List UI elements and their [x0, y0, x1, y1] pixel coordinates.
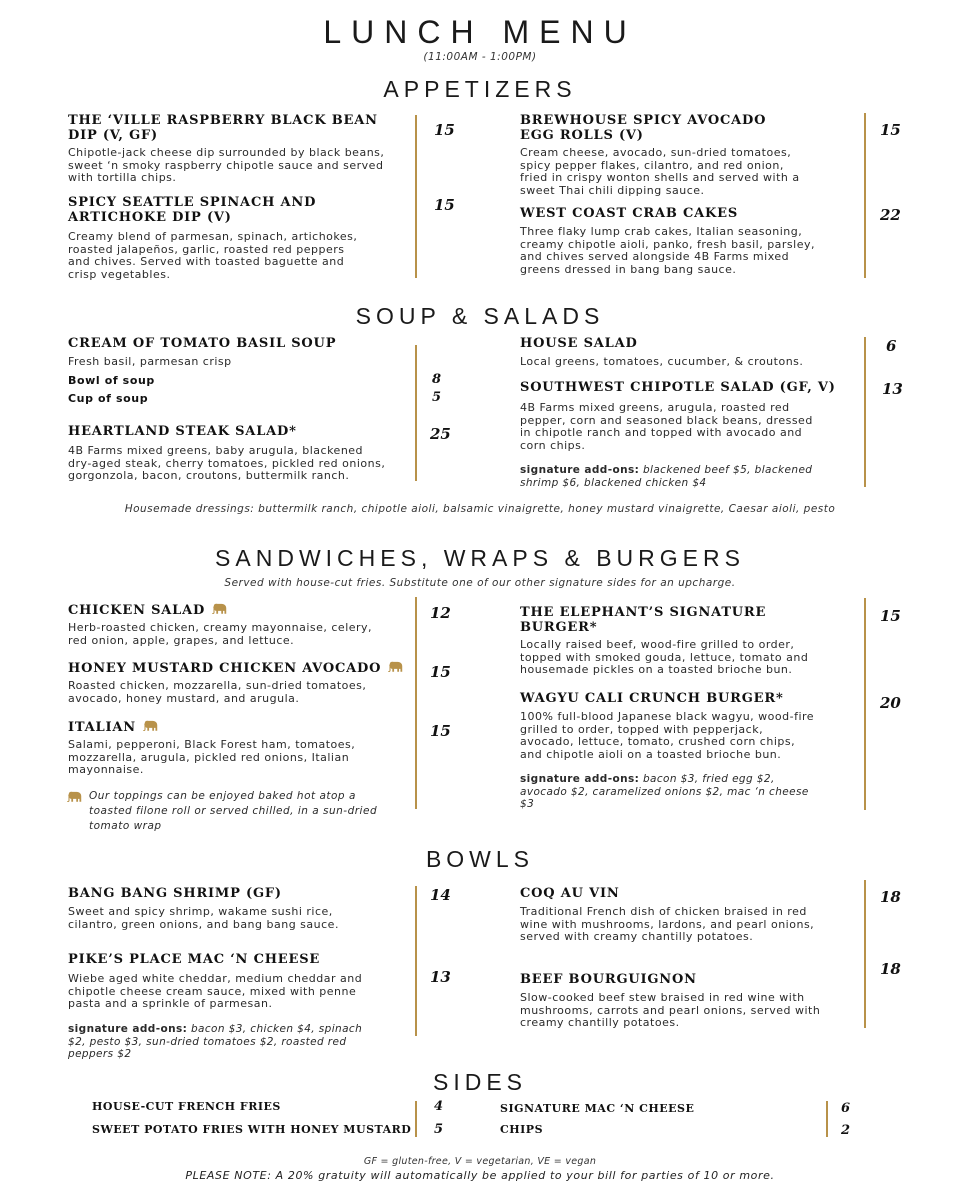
item-desc: Chipotle-jack cheese dip surrounded by black beans, — [68, 146, 385, 159]
item-price: 15 — [434, 196, 455, 214]
item-price: 6 — [886, 337, 897, 355]
item-desc: Wiebe aged white cheddar, medium cheddar and — [68, 972, 363, 985]
item-name: ITALIAN — [68, 720, 136, 735]
item-desc: Fresh basil, parmesan crisp — [68, 355, 232, 368]
addon-label: signature add-ons: — [520, 773, 640, 785]
elephant-icon — [66, 791, 83, 804]
item-desc: Salami, pepperoni, Black Forest ham, tomatoes, — [68, 738, 356, 751]
item-desc: Local greens, tomatoes, cucumber, & croutons. — [520, 355, 804, 368]
section-title-sides: SIDES — [432, 1069, 528, 1095]
item-desc: mozzarella, arugula, pickled red onions, Italian — [68, 750, 350, 764]
gold-divider — [415, 1101, 417, 1137]
item-name: CHICKEN SALAD — [68, 603, 206, 618]
gold-divider — [415, 345, 417, 481]
gold-divider — [415, 597, 417, 809]
elephant-icon — [142, 720, 159, 733]
item-desc: 4B Farms mixed greens, baby arugula, blackened — [68, 444, 364, 457]
item-desc: grilled to order, topped with pepperjack, — [520, 722, 764, 736]
side-item-name: SIGNATURE MAC ‘N CHEESE — [500, 1102, 695, 1115]
note-line: toasted filone roll or served chilled, in a sun-dried — [89, 805, 378, 817]
item-desc: pepper, corn and seasoned black beans, dressed — [520, 413, 813, 427]
item-desc: Cream cheese, avocado, sun-dried tomatoes, — [520, 146, 792, 159]
bowl-addons — [68, 1023, 413, 1061]
item-name: THE ELEPHANT’S SIGNATURE BURGER* — [520, 605, 767, 635]
item-price: 15 — [430, 722, 451, 740]
menu-item-spinach-dip — [68, 195, 408, 281]
item-desc: mayonnaise. — [68, 763, 144, 776]
item-desc: creamy chantilly potatoes. — [520, 1016, 680, 1029]
item-desc: Locally raised beef, wood-fire grilled to order, — [520, 638, 795, 651]
dressings-note: Housemade dressings: buttermilk ranch, chipotle aioli, balsamic vinaigrette, honey mustard vinaigrette, Caesar aioli, pesto — [124, 503, 836, 515]
item-name: WEST COAST CRAB CAKES — [520, 206, 739, 221]
note-line: Our toppings can be enjoyed baked hot atop a — [89, 790, 356, 802]
side-item-price: 2 — [841, 1123, 851, 1138]
menu-item-coq-au-vin — [520, 886, 860, 944]
item-name: SPICY SEATTLE SPINACH AND — [68, 195, 317, 210]
item-price: 12 — [430, 604, 451, 622]
gold-divider — [864, 113, 866, 278]
item-desc: avocado, honey mustard, and arugula. — [68, 691, 300, 705]
addon-text: shrimp $6, blackened chicken $4 — [520, 476, 707, 489]
side-item-price: 5 — [434, 1122, 444, 1137]
gold-divider — [864, 337, 866, 487]
section-title-appetizers: APPETIZERS — [383, 76, 577, 102]
addon-text: bacon $3, fried egg $2, — [642, 773, 775, 785]
addon-text: $2, pesto $3, sun-dried tomatoes $2, roasted red — [68, 1035, 347, 1048]
item-desc: chipotle cheese cream sauce, mixed with penne — [68, 984, 357, 998]
side-item-name: HOUSE-CUT FRENCH FRIES — [92, 1100, 281, 1113]
gold-divider — [415, 115, 417, 278]
item-desc: Roasted chicken, mozzarella, sun-dried tomatoes, — [68, 679, 367, 692]
item-desc: sweet ‘n smoky raspberry chipotle sauce and served — [68, 158, 384, 172]
menu-item-egg-rolls — [520, 113, 860, 197]
item-desc: red onion, apple, grapes, and lettuce. — [68, 633, 295, 647]
item-price: 18 — [880, 888, 901, 906]
item-desc: sweet Thai chili dipping sauce. — [520, 183, 705, 197]
item-desc: housemade pickles on a toasted brioche bun. — [520, 663, 793, 676]
item-name: CREAM OF TOMATO BASIL SOUP — [68, 336, 337, 351]
menu-item-steak-salad — [68, 424, 413, 483]
page-title: LUNCH MENU — [323, 14, 637, 50]
bowl-of-soup-label: Bowl of soup — [68, 374, 155, 387]
item-desc: dry-aged steak, cherry tomatoes, pickled red onions, — [68, 456, 386, 470]
addon-text: avocado $2, caramelized onions $2, mac ‘n cheese — [520, 785, 809, 798]
item-name: COQ AU VIN — [520, 886, 620, 901]
item-name: HEARTLAND STEAK SALAD* — [68, 424, 297, 439]
item-price: 25 — [430, 425, 451, 443]
bowl-of-soup-price: 8 — [432, 372, 442, 387]
item-desc: topped with smoked gouda, lettuce, tomato and — [520, 650, 809, 664]
item-desc: creamy chipotle aioli, panko, fresh basil, parsley, — [520, 237, 815, 251]
salad-addons — [520, 464, 865, 489]
item-price: 15 — [880, 121, 901, 139]
item-name: HONEY MUSTARD CHICKEN AVOCADO — [68, 661, 382, 676]
item-desc: served with creamy chantilly potatoes. — [520, 930, 754, 943]
menu-item-honey-mustard-chicken — [68, 661, 413, 705]
cup-of-soup-price: 5 — [432, 390, 442, 405]
item-desc: spicy pepper flakes, cilantro, and red onion, — [520, 158, 784, 172]
addon-text: bacon $3, chicken $4, spinach — [190, 1023, 363, 1035]
side-item-name: SWEET POTATO FRIES WITH HONEY MUSTARD — [92, 1123, 412, 1136]
item-name: BANG BANG SHRIMP (GF) — [68, 886, 282, 901]
item-desc: gorgonzola, bacon, croutons, buttermilk ranch. — [68, 469, 350, 482]
item-name: BREWHOUSE SPICY AVOCADO — [520, 113, 767, 128]
item-name: EGG ROLLS (V) — [520, 128, 644, 143]
item-desc: Creamy blend of parmesan, spinach, artichokes, — [68, 230, 358, 243]
item-desc: wine with mushrooms, lardons, and pearl onions, — [520, 917, 815, 931]
section-title-bowls: BOWLS — [425, 846, 535, 872]
gold-divider — [864, 598, 866, 810]
item-price: 13 — [430, 968, 451, 986]
menu-item-southwest-salad — [520, 380, 865, 452]
item-desc: avocado, lettuce, tomato, crushed corn chips, — [520, 735, 796, 748]
addon-text: blackened beef $5, blackened — [642, 464, 813, 476]
section-title-soup-salads: SOUP & SALADS — [355, 303, 605, 329]
item-name: DIP (V, GF) — [68, 128, 158, 143]
item-name: PIKE’S PLACE MAC ‘N CHEESE — [68, 952, 321, 967]
item-desc: Three flaky lump crab cakes, Italian seasoning, — [520, 225, 803, 238]
menu-item-mac-n-cheese — [68, 952, 413, 1011]
side-item-price: 6 — [841, 1101, 851, 1116]
menu-item-crab-cakes — [520, 206, 860, 276]
diet-legend: GF = gluten-free, V = vegetarian, VE = vegan — [363, 1156, 597, 1167]
item-desc: in chipotle ranch and topped with avocado and — [520, 426, 803, 439]
item-desc: fried in crispy wonton shells and served with a — [520, 171, 800, 184]
item-name: THE ‘VILLE RASPBERRY BLACK BEAN — [68, 113, 378, 128]
gold-divider — [415, 886, 417, 1036]
menu-item-italian — [68, 720, 413, 777]
item-desc: and chives. Served with toasted baguette and — [68, 255, 345, 268]
item-desc: Slow-cooked beef stew braised in red wine with — [520, 991, 805, 1004]
note-line: tomato wrap — [89, 820, 162, 832]
gold-divider — [864, 880, 866, 1028]
item-price: 14 — [430, 886, 451, 904]
item-desc: crisp vegetables. — [68, 267, 171, 281]
item-price: 22 — [880, 206, 901, 224]
item-desc: greens dressed in bang bang sauce. — [520, 262, 737, 276]
item-name: WAGYU CALI CRUNCH BURGER* — [520, 691, 784, 706]
addon-text: peppers $2 — [68, 1048, 132, 1060]
menu-item-signature-burger — [520, 605, 825, 677]
addon-label: signature add-ons: — [68, 1023, 188, 1035]
menu-hours: (11:00AM - 1:00PM) — [423, 51, 537, 63]
item-desc: 100% full-blood Japanese black wagyu, wood-fire — [520, 710, 815, 723]
item-name: SOUTHWEST CHIPOTLE SALAD (GF, V) — [520, 380, 836, 395]
item-price: 15 — [880, 607, 901, 625]
item-desc: cilantro, green onions, and bang bang sauce. — [68, 917, 339, 931]
menu-item-bang-bang-shrimp — [68, 886, 413, 931]
item-desc: and chives served alongside 4B Farms mixed — [520, 250, 790, 263]
item-desc: pasta and a sprinkle of parmesan. — [68, 997, 273, 1010]
item-price: 13 — [882, 380, 903, 398]
sandwiches-subtitle: Served with house-cut fries. Substitute one of our other signature sides for an upcharge. — [224, 577, 736, 589]
menu-item-tomato-soup — [68, 336, 408, 369]
item-desc: Traditional French dish of chicken braised in red — [520, 905, 807, 918]
item-price: 20 — [880, 694, 901, 712]
item-desc: Sweet and spicy shrimp, wakame sushi rice, — [68, 905, 333, 918]
item-price: 15 — [434, 121, 455, 139]
item-name: HOUSE SALAD — [520, 336, 638, 351]
elephant-icon — [211, 603, 228, 616]
item-desc: with tortilla chips. — [68, 171, 177, 184]
gratuity-note: PLEASE NOTE: A 20% gratuity will automatically be applied to your bill for parties of 10 or more. — [185, 1169, 775, 1182]
side-item-price: 4 — [434, 1099, 444, 1114]
item-desc: roasted jalapeños, garlic, roasted red peppers — [68, 242, 345, 256]
addon-label: signature add-ons: — [520, 464, 640, 476]
item-price: 15 — [430, 663, 451, 681]
elephant-note — [89, 789, 409, 834]
item-desc: Herb-roasted chicken, creamy mayonnaise, celery, — [68, 621, 373, 634]
item-desc: 4B Farms mixed greens, arugula, roasted red — [520, 401, 790, 414]
item-price: 18 — [880, 960, 901, 978]
side-item-name: CHIPS — [500, 1123, 544, 1136]
elephant-icon — [387, 661, 404, 674]
item-name: BEEF BOURGUIGNON — [520, 972, 697, 987]
gold-divider — [826, 1101, 828, 1137]
item-desc: mushrooms, carrots and pearl onions, served with — [520, 1003, 821, 1017]
item-name: ARTICHOKE DIP (V) — [68, 210, 232, 225]
menu-item-raspberry-dip — [68, 113, 408, 185]
burger-addons — [520, 773, 830, 811]
item-desc: corn chips. — [520, 438, 586, 452]
menu-item-house-salad — [520, 336, 860, 369]
menu-item-wagyu-burger — [520, 691, 825, 761]
menu-item-chicken-salad — [68, 603, 413, 647]
menu-item-beef-bourguignon — [520, 972, 860, 1030]
section-title-sandwiches: SANDWICHES, WRAPS & BURGERS — [215, 545, 745, 571]
item-desc: and chipotle aioli on a toasted brioche bun. — [520, 747, 782, 761]
addon-text: $3 — [520, 798, 535, 810]
cup-of-soup-label: Cup of soup — [68, 392, 149, 405]
